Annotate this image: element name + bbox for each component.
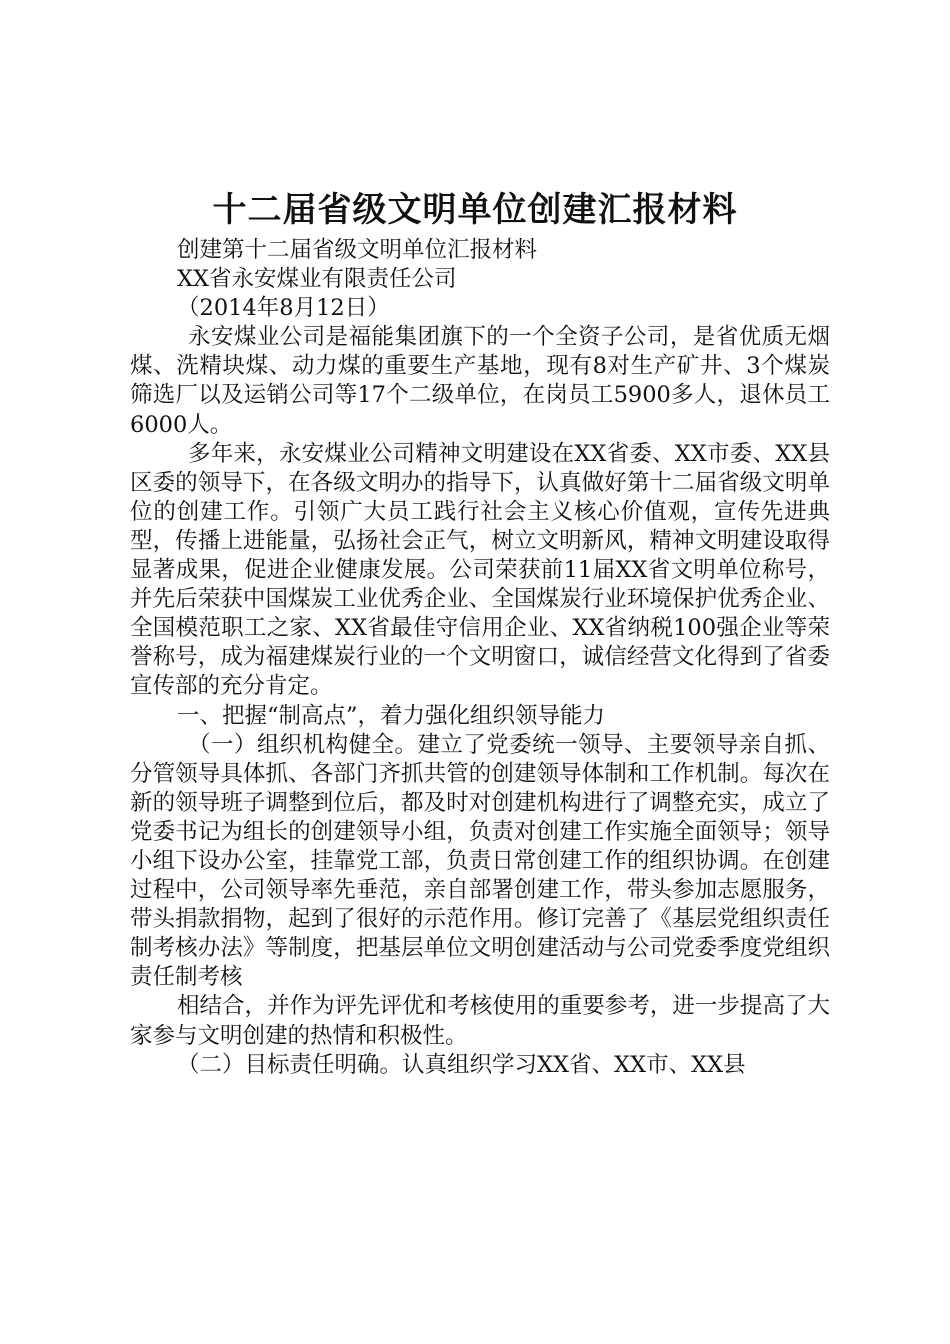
document-title: 十二届省级文明单位创建汇报材料 (212, 190, 738, 230)
paragraph-intro: 永安煤业公司是福能集团旗下的一个全资子公司，是省优质无烟煤、洗精块煤、动力煤的重要生产基地，现有8对生产矿井、3个煤炭筛选厂以及运销公司等17个二级单位，在岗员工5900多人，退休员工6000人。 (130, 324, 830, 438)
paragraph-overview: 多年来，永安煤业公司精神文明建设在XX省委、XX市委、XX县区委的领导下，在各级文明办的指导下，认真做好第十二届省级文明单位的创建工作。引领广大员工践行社会主义核心价值观，宣传先进典型，传播上进能量，弘扬社会正气，树立文明新风，精神文明建设取得显著成果，促进企业健康发展。公司荣获前11届XX省文明单位称号，并先后荣获中国煤炭工业优秀企业、全国煤炭行业环境保护优秀企业、全国模范职工之家、XX省最佳守信用企业、XX省纳税100强企业等荣誉称号，成为福建煤炭行业的一个文明窗口，诚信经营文化得到了省委宣传部的充分肯定。 (130, 440, 830, 700)
paragraph-continuation: 相结合，并作为评先评优和考核使用的重要参考，进一步提高了大家参与文明创建的热情和积极性。 (130, 993, 830, 1049)
document-subtitle: 创建第十二届省级文明单位汇报材料 (177, 237, 538, 263)
paragraph-targets: （二）目标责任明确。认真组织学习XX省、XX市、XX县 (177, 1051, 746, 1078)
paragraph-organization: （一）组织机构健全。建立了党委统一领导、主要领导亲自抓、分管领导具体抓、各部门齐抓共管的创建领导体制和工作机制。每次在新的领导班子调整到位后，都及时对创建机构进行了调整充实，成立了党委书记为组长的创建领导小组，负责对创建工作实施全面领导；领导小组下设办公室，挂靠党工部，负责日常创建工作的组织协调。在创建过程中，公司领导率先垂范，亲自部署创建工作，带头参加志愿服务，带头捐款捐物，起到了很好的示范作用。修订完善了《基层党组织责任制考核办法》等制度，把基层单位文明创建活动与公司党委季度党组织责任制考核 (130, 731, 830, 991)
section-heading-1: 一、把握“制高点”，着力强化组织领导能力 (177, 702, 606, 729)
document-body (130, 236, 830, 1080)
document-organization: XX省永安煤业有限责任公司 (177, 266, 457, 293)
document-date: （2014年8月12日） (177, 295, 390, 322)
